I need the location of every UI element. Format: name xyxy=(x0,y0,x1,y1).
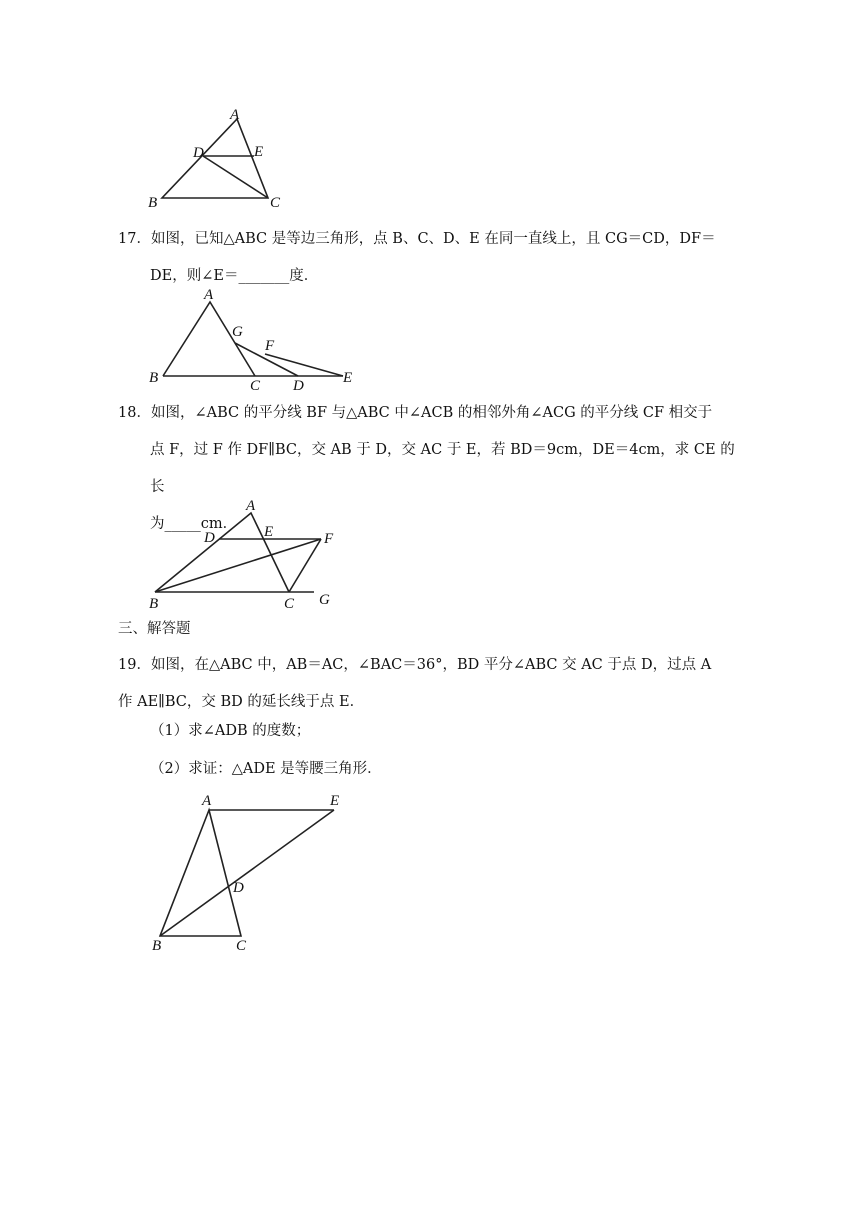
figure-17-svg xyxy=(140,283,370,393)
section-3-heading: 三、解答题 xyxy=(118,621,191,637)
label-f: F xyxy=(324,531,334,547)
segment-bf xyxy=(155,539,321,592)
label-e: E xyxy=(254,144,264,160)
figure-19 xyxy=(140,790,370,955)
figure-19-svg xyxy=(140,790,370,955)
label-e: E xyxy=(343,370,353,386)
question-18-line3: 为_____cm． xyxy=(150,516,238,532)
question-19-line2: 作 AE∥BC，交 BD 的延长线于点 E． xyxy=(118,694,365,710)
figure-18 xyxy=(140,495,350,615)
triangle-abc xyxy=(162,119,268,198)
triangle-abc xyxy=(160,810,241,936)
figure-16-svg xyxy=(140,105,290,215)
label-d: D xyxy=(293,378,304,394)
label-c: C xyxy=(284,596,295,612)
label-b: B xyxy=(152,938,162,954)
label-e: E xyxy=(264,524,274,540)
question-17-line1: 如图，已知△ABC 是等边三角形，点 B、C、D、E 在同一直线上，且 CG＝CD，DF＝ xyxy=(150,231,716,247)
segment-dc xyxy=(203,156,268,198)
question-18-number: 18． xyxy=(118,405,151,421)
question-18-line2: 点 F，过 F 作 DF∥BC，交 AB 于 D，交 AC 于 E，若 BD＝9cm，DE＝4cm，求 CE 的长 xyxy=(150,442,735,495)
label-d: D xyxy=(193,145,204,161)
figure-18-svg xyxy=(140,495,350,615)
figure-16 xyxy=(140,105,290,215)
label-d: D xyxy=(204,530,215,546)
label-e: E xyxy=(330,793,340,809)
question-19-number: 19． xyxy=(118,657,151,673)
label-a: A xyxy=(230,107,240,123)
question-18-line1: 如图，∠ABC 的平分线 BF 与△ABC 中∠ACB 的相邻外角∠ACG 的平分线 CF 相交于 xyxy=(150,405,713,421)
question-19-part2: （2）求证：△ADE 是等腰三角形． xyxy=(150,761,382,777)
question-17-line2: DE，则∠E＝_______度． xyxy=(150,268,319,284)
question-19 xyxy=(118,647,740,721)
label-g: G xyxy=(232,324,243,340)
label-c: C xyxy=(236,938,247,954)
label-a: A xyxy=(202,793,212,809)
label-d: D xyxy=(233,880,244,896)
label-c: C xyxy=(270,195,281,211)
label-f: F xyxy=(265,338,275,354)
question-17-number: 17． xyxy=(118,231,151,247)
label-g: G xyxy=(319,592,330,608)
label-a: A xyxy=(246,498,256,514)
label-b: B xyxy=(149,596,159,612)
question-19-line1: 如图，在△ABC 中，AB＝AC，∠BAC＝36°，BD 平分∠ABC 交 AC 于点 D，过点 A xyxy=(150,657,712,673)
segment-be xyxy=(160,810,334,936)
question-19-part1: （1）求∠ADB 的度数； xyxy=(150,723,311,739)
label-b: B xyxy=(149,370,159,386)
label-a: A xyxy=(204,287,214,303)
figure-17 xyxy=(140,283,370,393)
label-b: B xyxy=(148,195,158,211)
label-c: C xyxy=(250,378,261,394)
